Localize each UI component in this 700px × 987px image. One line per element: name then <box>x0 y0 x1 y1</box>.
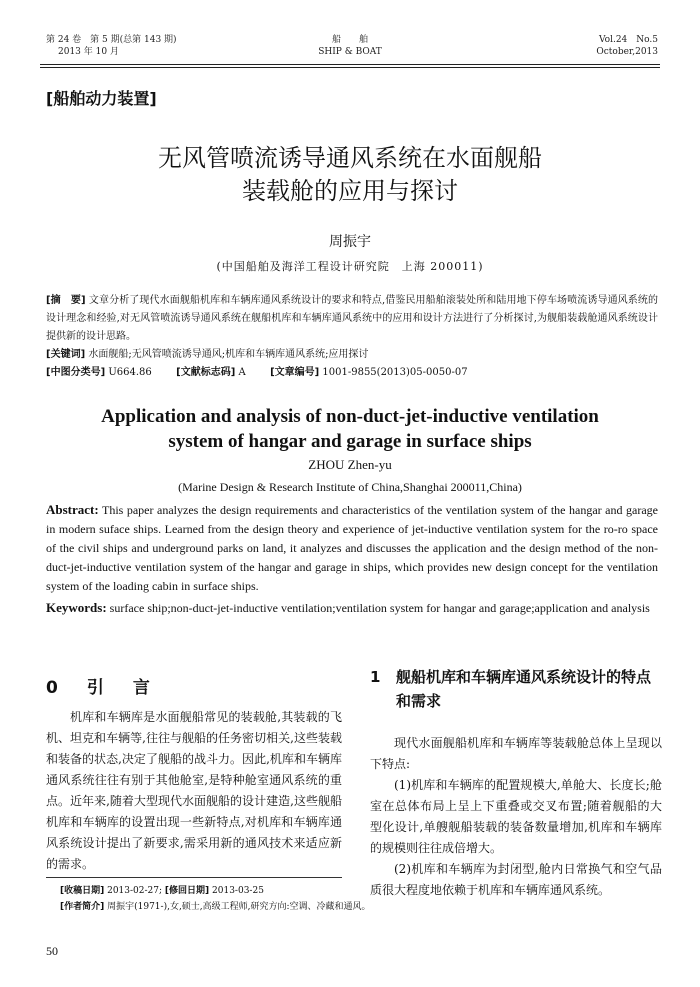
en-keywords <box>46 598 658 618</box>
en-title <box>0 404 700 454</box>
article-no-label: [文章编号] <box>270 367 320 378</box>
en-affiliation: (Marine Design & Research Institute of China,Shanghai 200011,China) <box>178 480 522 494</box>
cn-abstract-label: [摘 要] <box>46 295 86 306</box>
footnote-rule <box>46 877 342 878</box>
running-header-right <box>596 34 658 58</box>
en-title-line2: system of hangar and garage in surface ships <box>168 431 532 452</box>
cn-title-line2: 装载舱的应用与探讨 <box>242 177 458 205</box>
received-label: [收稿日期] <box>60 886 105 896</box>
en-title-line1: Application and analysis of non-duct-jet-inductive ventilation <box>101 406 599 427</box>
section-0-paragraph: 机库和车辆库是水面舰船常见的装载舱,其装载的飞机、坦克和车辆等,往往与舰船的任务密切相关,这些装载和装备的状态,决定了舰船的战斗力。因此,机库和车辆库通风系统往往有别于其他舱室,是特种舱室通风系统的重点。近年来,随着大型现代水面舰船的设计建造,这些舰船机库和车辆库的设置出现一些新特点,对机库和车辆库通风系统设计提出了新要求,需采用新的通风技术来适应新的需求。 <box>46 710 342 871</box>
cn-author: 周振宇 <box>329 234 371 250</box>
footnote-author <box>60 900 371 914</box>
publication-date-en: October,2013 <box>596 47 658 57</box>
cn-affiliation: (中国船舶及海洋工程设计研究院 上海 200011) <box>216 260 484 273</box>
publication-date: 2013 年 10 月 <box>58 47 119 57</box>
section-0-body <box>46 707 342 875</box>
footnote-dates <box>60 884 264 898</box>
en-keywords-label: Keywords: <box>46 600 107 615</box>
page-number: 50 <box>46 944 58 958</box>
header-rule-thin <box>40 67 660 68</box>
cn-abstract-text: 文章分析了现代水面舰船机库和车辆库通风系统设计的要求和特点,借鉴民用船舶滚装处所和陆用地下停车场喷流诱导通风系统的设计理念和经验,对无风管喷流诱导通风系统在舰船机库和车辆库通风系统中的应用和设计方法进行了分析探讨,为舰船装载舱通风系统设计提供新的设计思路。 <box>46 295 659 342</box>
en-author: ZHOU Zhen-yu <box>308 457 392 472</box>
doc-code-label: [文献标志码] <box>176 367 236 378</box>
journal-name-cn: 船 舶 <box>331 35 368 45</box>
en-abstract-label: Abstract: <box>46 502 99 517</box>
section-1-paragraph-2: (1)机库和车辆库的配置规模大,单舱大、长度长;舱室在总体布局上呈上下重叠或交叉布置;随着舰船的大型化设计,单艘舰船装载的装备数量增加,机库和车辆库的规模则往往成倍增大。 <box>370 778 662 855</box>
cn-keywords-label: [关键词] <box>46 349 86 360</box>
journal-name-en: SHIP & BOAT <box>318 47 382 57</box>
section-0-heading: 0 引 言 <box>46 678 156 698</box>
cn-classification <box>46 364 658 382</box>
section-1-number: 1 <box>370 668 381 686</box>
section-1-paragraph-3: (2)机库和车辆库为封闭型,舱内日常换气和空气品质很大程度地依赖于机库和车辆库通风系统。 <box>370 862 662 897</box>
section-1-heading <box>370 665 662 713</box>
author-bio-value: 周振宇(1971-),女,硕士,高级工程师,研究方向:空调、冷藏和通风。 <box>107 902 371 912</box>
cn-keywords-text: 水面舰船;无风管喷流诱导通风;机库和车辆库通风系统;应用探讨 <box>88 349 369 360</box>
clc-label: [中图分类号] <box>46 367 106 378</box>
cn-title-line1: 无风管喷流诱导通风系统在水面舰船 <box>158 144 542 172</box>
clc-value: U664.86 <box>108 367 152 378</box>
header-rule-thick <box>40 64 660 65</box>
received-value: 2013-02-27; <box>107 886 163 896</box>
section-tag: [船舶动力装置] <box>46 89 157 108</box>
volume-issue: 第 24 卷 第 5 期(总第 143 期) <box>46 35 177 45</box>
running-header-center <box>0 34 700 58</box>
volume-issue-en: Vol.24 No.5 <box>598 35 658 45</box>
doc-code-value: A <box>238 367 246 378</box>
section-1-title: 舰船机库和车辆库通风系统设计的特点和需求 <box>396 668 652 710</box>
cn-abstract <box>46 292 658 346</box>
en-abstract <box>46 500 658 596</box>
revised-value: 2013-03-25 <box>212 886 264 896</box>
en-keywords-text: surface ship;non-duct-jet-inductive ventilation;ventilation system for hangar and garage;application and analysis <box>109 601 650 615</box>
cn-keywords <box>46 346 658 364</box>
section-1-paragraph-1: 现代水面舰船机库和车辆库等装载舱总体上呈现以下特点: <box>370 736 662 771</box>
cn-title <box>0 142 700 208</box>
article-no-value: 1001-9855(2013)05-0050-07 <box>322 367 468 378</box>
author-bio-label: [作者简介] <box>60 902 105 912</box>
en-abstract-text: This paper analyzes the design requirements and characteristics of the ventilation system of the hangar and garage in modern suface ships. Learned from the design theory and experience of jet-inductive ventilation system for the ro-ro space of the civil ships and underground parks on land, it analyzes and discusses the application and the design method of the non-duct-jet-inductive ventilation system of the hangar and garage in ships, which provides new design concept for the ventilation system of the loading cabin in surface ships. <box>46 503 658 593</box>
section-1-body <box>370 733 662 901</box>
revised-label: [修回日期] <box>164 886 210 896</box>
